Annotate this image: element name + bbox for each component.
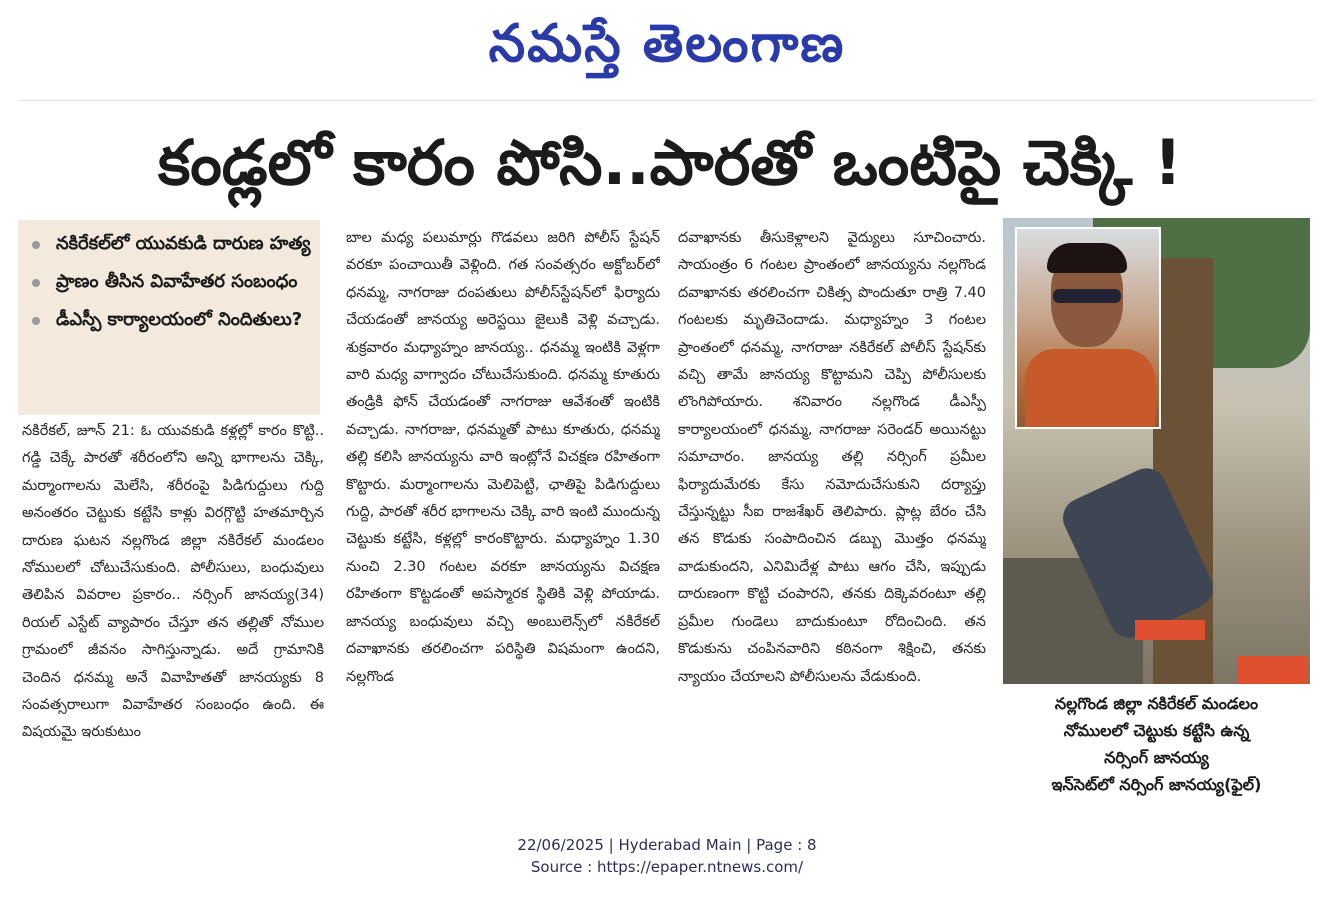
footer-source: Source : https://epaper.ntnews.com/ [530,858,804,876]
article-column-2: బాల మధ్య పలుమార్లు గొడవలు జరిగి పోలీస్ స్టేషన్ వరకూ పంచాయితీ వెళ్లింది. గత సంవత్సరం అక్టోబర్‌లో ధనమ్మ, నాగరాజు దంపతులు పోలీస్‌స్టేషన్‌లో ఫిర్యాదు చేయడంతో జానయ్య అరెస్టయి జైలుకి వెళ్లి వచ్చాడు. శుక్రవారం మధ్యాహ్నం జానయ్య.. ధనమ్మ ఇంటికి వెళ్లగా వారి మధ్య వాగ్వాదం చోటుచేసుకుంది. ధనమ్మ కూతురు తండ్రికి ఫోన్ చేయడంతో నాగరాజు ఆవేశంతో ఇంటికి వచ్చాడు. నాగరాజు, ధనమ్మతో పాటు కూతురు, ధనమ్మ తల్లి కలిసి జానయ్యను వారి ఇంట్లోనే విచక్షణ రహితంగా కొట్టారు. మర్మాంగాలను మెలిపెట్టి, ఛాతిపై పిడిగుద్దులు గుద్ది, పారతో శరీర భాగాలను చెక్కి వారి ఇంటి ముందున్న చెట్టుకు కట్టేసి, కళ్లల్లో కారంకొట్టారు. మధ్యాహ్నం 1.30 నుంచి 2.30 గంటల వరకూ జానయ్యను విచక్షణ రహితంగా కొట్టడంతో అపస్మారక స్థితికి వెళ్లి పోయాడు. జానయ్య బంధువులు వచ్చి అంబులెన్స్‌లో నకిరేకల్ దవాఖానకు తరలించగా పరిస్థితి విషమంగా ఉందని, నల్లగొండ [346,230,660,685]
bullet-icon [32,279,40,287]
footer-date-edition: 22/06/2025 | Hyderabad Main | Page : 8 [517,836,817,854]
sunglasses-icon [1053,289,1121,303]
highlight-item [18,228,320,260]
highlight-item [18,266,320,298]
highlights-box [18,220,320,415]
highlight-item [18,304,320,336]
article-column-3: దవాఖానకు తీసుకెళ్లాలని వైద్యులు సూచించారు. సాయంత్రం 6 గంటల ప్రాంతంలో జానయ్యను నల్లగొండ దవాఖానకు తరలించగా చికిత్స పొందుతూ రాత్రి 7.40 గంటలకు మృతిచెందాడు. మధ్యాహ్నం 3 గంటల ప్రాంతంలో ధనమ్మ, నాగరాజు నకిరేకల్ పోలీస్ స్టేషన్‌కు వచ్చి తామే జానయ్య కొట్టామని చెప్పి పోలీసులకు లొంగిపోయారు. శనివారం నల్లగొండ డీఎస్పీ కార్యాలయంలో ధనమ్మ, నాగరాజు సరెండర్ అయినట్టు సమాచారం. జానయ్య తల్లి నర్సింగ్ ప్రమీల ఫిర్యాదుమేరకు కేసు నమోదుచేసుకుని దర్యాప్తు చేస్తున్నట్టు సీఐ రాజశేఖర్ తెలిపారు. ప్లాట్ల బేరం చేసి తన కొడుకు సంపాదించిన డబ్బు మొత్తం ధనమ్మ వాడుకుందని, ఎనిమిదేళ్ల పాటు ఆగం చేసి, ఇప్పుడు దారుణంగా కొట్టి చంపారని, తనకు దిక్కెవరంటూ తల్లి ప్రమీల గుండెలు బాదుకుంటూ రోదించింది. తన కొడుకును చంపినవారిని కఠినంగా శిక్షించి, తనకు న్యాయం చేయాలని పోలీసులను వేడుకుంది. [678,230,986,685]
caption-line: ఇన్‌సెట్‌లో నర్సింగ్ జానయ్య(ఫైల్) [1051,775,1262,794]
inset-hair [1047,243,1127,273]
article-headline: కండ్లలో కారం పోసి..పారతో ఒంటిపై చెక్కి ! [157,126,1183,199]
bullet-icon [32,241,40,249]
page-footer [0,834,1334,878]
painted-curb [1237,656,1307,684]
caption-line: నోములలో చెట్టుకు కట్టేసి ఉన్న [1063,721,1250,740]
masthead-divider [18,100,1316,101]
caption-line: నర్సింగ్ జానయ్య [1104,748,1209,767]
bullet-icon [32,317,40,325]
highlight-text: డీఎస్పీ కార్యాలయంలో నిందితులు? [56,309,303,330]
caption-line: నల్లగొండ జిల్లా నకిరేకల్ మండలం [1054,694,1259,713]
inset-shirt [1025,349,1155,429]
photo-caption [1003,690,1310,798]
victim-inset-photo [1015,227,1161,429]
highlight-text: నకిరేకల్‌లో యువకుడి దారుణ హత్య [56,233,311,254]
painted-curb [1135,620,1205,640]
newspaper-masthead: నమస్తే తెలంగాణ [488,14,846,74]
highlight-text: ప్రాణం తీసిన వివాహేతర సంబంధం [56,271,298,292]
article-column-1: నకిరేకల్, జూన్ 21: ఓ యువకుడి కళ్లల్లో కారం కొట్టి.. గడ్డి చెక్కే పారతో శరీరంలోని అన్ని భాగాలను చెక్కి, మర్మాంగాలను మెలేసి, శరీరంపై పిడిగుద్దులు గుద్ది అనంతరం చెట్టుకు కట్టేసి కాళ్లు విరగ్గొట్టి హతమార్చిన దారుణ ఘటన నల్లగొండ జిల్లా నకిరేకల్ మండలం నోములలో చోటుచేసుకుంది. పోలీసులు, బంధువులు తెలిపిన వివరాల ప్రకారం.. నర్సింగ్ జానయ్య(34) రియల్ ఎస్టేట్ వ్యాపారం చేస్తూ తన తల్లితో నోముల గ్రామంలో జీవనం సాగిస్తున్నాడు. అదే గ్రామానికి చెందిన ధనమ్మ అనే వివాహితతో జానయ్యకు 8 సంవత్సరాలుగా వివాహేతర సంబంధం ఉంది. ఈ విషయమై ఇరుకుటుం [22,423,324,741]
